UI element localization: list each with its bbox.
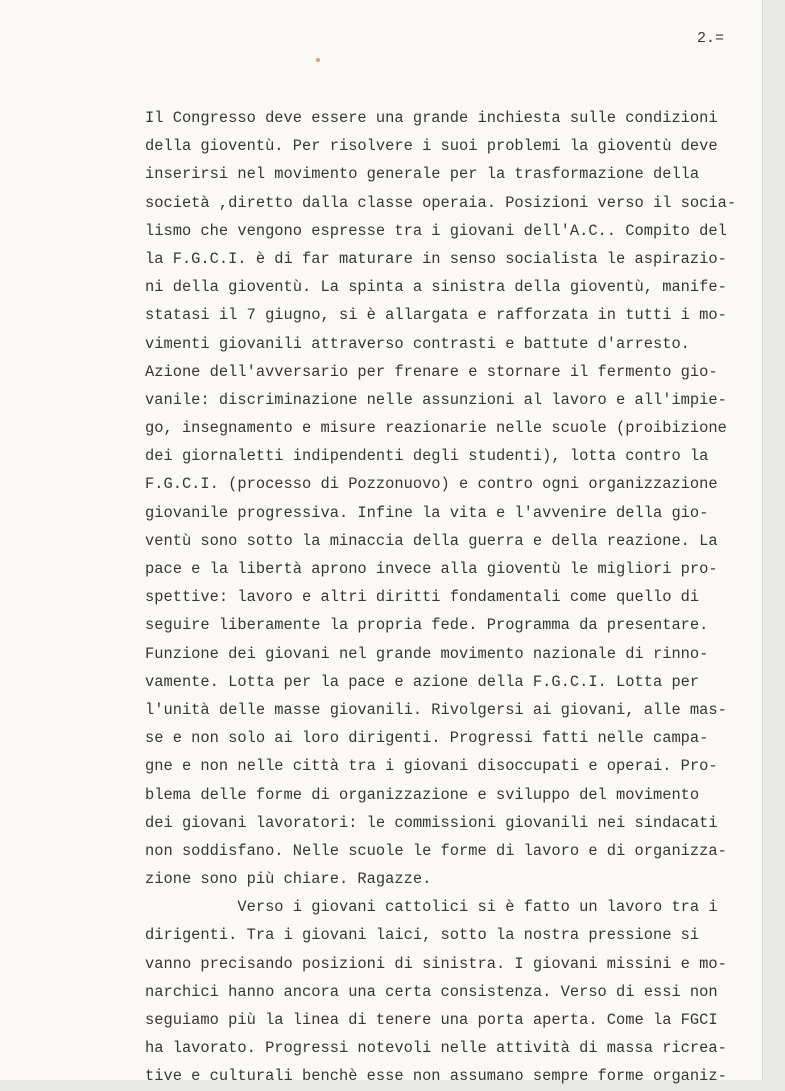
text-line: blema delle forme di organizzazione e sviluppo del movimento bbox=[145, 785, 700, 804]
text-line: seguire liberamente la propria fede. Programma da presentare. bbox=[145, 616, 709, 635]
text-line: se e non solo ai loro dirigenti. Progressi fatti nelle campa- bbox=[145, 729, 709, 748]
text-line: Azione dell'avversario per frenare e stornare il fermento gio- bbox=[145, 362, 718, 381]
text-line: vimenti giovanili attraverso contrasti e battute d'arresto. bbox=[145, 334, 690, 353]
text-line: tive e culturali benchè esse non assumano sempre forme organiz- bbox=[145, 1067, 727, 1086]
text-line: giovanile progressiva. Infine la vita e l'avvenire della gio- bbox=[145, 503, 709, 522]
text-line: ventù sono sotto la minaccia della guerra e della reazione. La bbox=[145, 531, 718, 550]
text-line: zione sono più chiare. Ragazze. bbox=[145, 870, 432, 889]
text-line: spettive: lavoro e altri diritti fondamentali come quello di bbox=[145, 588, 700, 607]
text-line: gne e non nelle città tra i giovani disoccupati e operai. Pro- bbox=[145, 757, 718, 776]
text-line: Verso i giovani cattolici si è fatto un lavoro tra i bbox=[145, 898, 718, 917]
text-line: pace e la libertà aprono invece alla gioventù le migliori pro- bbox=[145, 560, 718, 578]
text-line: F.G.C.I. (processo di Pozzonuovo) e contro ogni organizzazione bbox=[145, 475, 718, 494]
text-line: non soddisfano. Nelle scuole le forme di lavoro e di organizza- bbox=[145, 841, 727, 860]
text-line: statasi il 7 giugno, si è allargata e rafforzata in tutti i mo- bbox=[145, 306, 727, 325]
text-line: l'unità delle masse giovanili. Rivolgersi ai giovani, alle mas- bbox=[145, 700, 727, 719]
text-line: inserirsi nel movimento generale per la trasformazione della bbox=[145, 165, 700, 184]
text-line: dei giornaletti indipendenti degli studenti), lotta contro la bbox=[145, 447, 709, 466]
page-number: 2.= bbox=[697, 30, 725, 47]
text-line: della gioventù. Per risolvere i suoi problemi la gioventù deve bbox=[145, 137, 718, 156]
ink-dot bbox=[316, 58, 320, 62]
text-line: dirigenti. Tra i giovani laici, sotto la nostra pressione si bbox=[145, 926, 700, 945]
text-line: go, insegnamento e misure reazionarie nelle scuole (proibizione bbox=[145, 419, 727, 438]
body-text bbox=[145, 104, 745, 1091]
text-line: la F.G.C.I. è di far maturare in senso socialista le aspirazio- bbox=[145, 249, 727, 268]
text-line: lismo che vengono espresse tra i giovani dell'A.C.. Compito del bbox=[145, 221, 727, 240]
text-line: Funzione dei giovani nel grande movimento nazionale di rinno- bbox=[145, 644, 709, 663]
text-line: società ,diretto dalla classe operaia. Posizioni verso il socia- bbox=[145, 193, 737, 212]
text-line: vanno precisando posizioni di sinistra. I giovani missini e mo- bbox=[145, 954, 727, 973]
text-line: vamente. Lotta per la pace e azione della F.G.C.I. Lotta per bbox=[145, 672, 700, 691]
text-line: dei giovani lavoratori: le commissioni giovanili nei sindacati bbox=[145, 813, 718, 832]
text-line: ha lavorato. Progressi notevoli nelle attività di massa ricrea- bbox=[145, 1039, 727, 1058]
text-line: narchici hanno ancora una certa consistenza. Verso di essi non bbox=[145, 982, 718, 1001]
text-line: ni della gioventù. La spinta a sinistra della gioventù, manife- bbox=[145, 278, 727, 297]
text-line: Il Congresso deve essere una grande inchiesta sulle condizioni bbox=[145, 109, 718, 127]
text-line: seguiamo più la linea di tenere una porta aperta. Come la FGCI bbox=[145, 1011, 718, 1029]
text-line: vanile: discriminazione nelle assunzioni al lavoro e all'impie- bbox=[145, 390, 727, 409]
